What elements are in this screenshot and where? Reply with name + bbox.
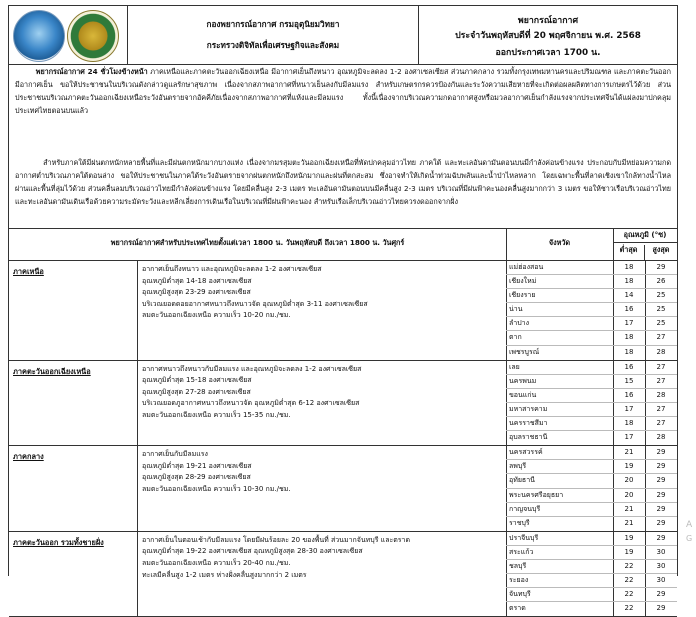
min-temp-cell: 18 [613, 275, 645, 289]
min-column [613, 446, 646, 531]
max-temp-cell: 28 [656, 433, 666, 442]
province-cell: แม่ฮ่องสอน [506, 261, 613, 275]
province-cell: สระแก้ว [506, 546, 613, 560]
province-cell: ลพบุรี [506, 460, 613, 474]
province-cell: เลย [506, 361, 613, 375]
forecast-table [8, 228, 678, 613]
tmd-logo [13, 10, 65, 62]
max-temp-cell: 29 [656, 518, 666, 527]
region-name-text: ภาคกลาง [13, 452, 44, 462]
max-temp-cell: 25 [645, 317, 677, 331]
min-column [613, 532, 646, 617]
max-temp-cell: 29 [645, 474, 677, 488]
min-temp-cell: 22 [613, 574, 645, 588]
table-header-main: พยากรณ์อากาศสำหรับประเทศไทยตั้งแต่เวลา 1800 น. วันพฤหัสบดี ถึงเวลา 1800 น. วันศุกร์ [9, 228, 507, 261]
max-temp-cell: 29 [656, 604, 666, 613]
max-temp-cell: 29 [645, 261, 677, 275]
min-temp-cell: 17 [624, 433, 634, 442]
max-temp-cell: 30 [645, 560, 677, 574]
description-line: อุณหภูมิต่ำสุด 14-18 องศาเซลเซียส [142, 276, 252, 285]
min-temp-cell: 17 [613, 317, 645, 331]
max-temp-cell: 29 [645, 489, 677, 503]
temp-header: อุณหภูมิ (°ซ) [613, 230, 677, 243]
description-line: บริเวณยอดดอยอากาศหนาวถึงหนาวจัด อุณหภูมิต่ำสุด 3-11 องศาเซลเซียส [142, 299, 368, 308]
summary-text-1: ภาคเหนือและภาคตะวันออกเฉียงเหนือ มีอากาศเย็นถึงหนาว อุณหภูมิจะลดลง 1-2 องศาเซลเซียส ส่วนภาคกลาง รวมทั้งกรุงเทพมหานครและปริมณฑล และภาคตะวันออก มีอากาศเย็น ขอให้ประชาชนในบริเวณดังกล่าวดูแลรักษาสุขภาพ เนื่องจากสภาพอากาศที่หนาวเย็นลงกับมีลมแรง สำหรับเกษตรกรควรป้องกันและระวังความเสียหายที่จะเกิดต่อผลผลิตทางการเกษตรไว้ด้วย ส่วนประชาชนบริเวณภาคตะวันออกเฉียงเหนือระวังอันตรายจากอัคคีภัยเนื่องจากสภาพอากาศที่แห้งและมีลมแรง ทั้งนี้เนื่องจากบริเวณความกดอากาศสูงหรือมวลอากาศเย็นกำลังแรงจากประเทศจีนได้แผ่ลงมาปกคลุมประเทศไทยตอนบนแล้ว [15, 67, 671, 115]
summary-text-2: สำหรับภาคใต้มีฝนตกหนักหลายพื้นที่และมีฝนตกหนักมากบางแห่ง เนื่องจากมรสุมตะวันออกเฉียงเหนือที่พัดปกคลุมอ่าวไทย ภาคใต้ และทะเลอันดามันตอนบนมีกำลังค่อนข้างแรง ประกอบกับมีหย่อมความกดอากาศต่ำบริเวณภาคใต้ตอนล่าง ขอให้ประชาชนในภาคใต้ระวังอันตรายจากฝนตกหนักถึงหนักมากและฝนที่ตกสะสม ซึ่งอาจทำให้เกิดน้ำท่วมฉับพลันและน้ำป่าไหลหลาก โดยเฉพาะพื้นที่ลาดเชิงเขาใกล้ทางน้ำไหลผ่านและพื้นที่ลุ่มไว้ด้วย ส่วนคลื่นลมบริเวณอ่าวไทยมีกำลังค่อนข้างแรง โดยมีคลื่นสูง 2-3 เมตร ทะเลอันดามันตอนบนมีคลื่นสูง 2-3 เมตร บริเวณที่มีฝนฟ้าคะนองคลื่นสูงมากกว่า 3 เมตร ขอให้ชาวเรือบริเวณอ่าวไทยและทะเลอันดามันเดินเรือด้วยความระมัดระวังและหลีกเลี่ยงการเดินเรือในบริเวณที่มีฝนฟ้าคะนอง สำหรับเรือเล็กบริเวณอ่าวไทยควรงดออกจากฝั่ง [15, 158, 671, 206]
description-line: อุณหภูมิต่ำสุด 19-21 องศาเซลเซียส [142, 461, 252, 470]
description-line: อุณหภูมิสูงสุด 23-29 องศาเซลเซียส [142, 288, 251, 297]
description-line: อุณหภูมิสูงสุด 28-29 องศาเซลเซียส [142, 473, 251, 482]
region-name-text: ภาคเหนือ [13, 267, 44, 276]
max-temp-cell: 29 [645, 446, 677, 460]
province-column [506, 532, 614, 617]
description-line: ลมตะวันออกเฉียงเหนือ ความเร็ว 10-30 กม./ชม. [142, 485, 291, 494]
min-temp-cell: 14 [613, 289, 645, 303]
max-column [645, 261, 677, 360]
min-column [613, 361, 646, 446]
description-line: อุณหภูมิต่ำสุด 15-18 องศาเซลเซียส [142, 376, 252, 385]
province-cell: ปราจีนบุรี [506, 532, 613, 546]
forecast-summary [8, 62, 678, 229]
min-temp-cell: 21 [624, 518, 634, 527]
province-cell: ระยอง [506, 574, 613, 588]
description-line: อากาศหนาวถึงหนาวกับมีลมแรง และอุณหภูมิจะลดลง 1-2 องศาเซลเซียส [142, 364, 362, 373]
description-line: อุณหภูมิสูงสุด 27-28 องศาเซลเซียส [142, 387, 251, 396]
min-temp-cell: 16 [613, 303, 645, 317]
doc-title: พยากรณ์อากาศ [517, 16, 579, 26]
max-temp-cell: 27 [645, 361, 677, 375]
min-temp-cell: 17 [613, 403, 645, 417]
province-cell: เพชรบูรณ์ [509, 347, 540, 356]
region-description [138, 361, 507, 446]
province-cell: ตราด [509, 604, 526, 613]
min-temp-cell: 15 [613, 375, 645, 389]
province-cell: นครพนม [506, 375, 613, 389]
min-temp-cell: 22 [613, 588, 645, 602]
max-temp-cell: 30 [645, 546, 677, 560]
max-header: สูงสุด [652, 245, 670, 254]
province-cell: จันทบุรี [506, 588, 613, 602]
province-cell: มหาสารคาม [506, 403, 613, 417]
max-temp-cell: 27 [645, 331, 677, 345]
summary-paragraph-1 [15, 65, 671, 117]
province-column [506, 361, 614, 446]
description-line: ทะเลมีคลื่นสูง 1-2 เมตร ห่างฝั่งคลื่นสูงมากกว่า 2 เมตร [142, 570, 307, 579]
description-line: อากาศเย็นในตอนเช้ากับมีลมแรง โดยมีฝนร้อยละ 20 ของพื้นที่ ส่วนมากจันทบุรี และตราด [142, 535, 411, 544]
min-temp-cell: 19 [613, 460, 645, 474]
min-temp-cell: 21 [613, 503, 645, 517]
min-temp-cell: 18 [613, 331, 645, 345]
province-cell: นครราชสีมา [506, 417, 613, 431]
region-name [9, 261, 138, 360]
region-name-text: ภาคตะวันออก รวมทั้งชายฝั่ง [13, 537, 104, 547]
region-name [9, 446, 138, 531]
province-cell: อุทัยธานี [506, 474, 613, 488]
min-temp-cell: 19 [613, 546, 645, 560]
max-temp-cell: 25 [645, 289, 677, 303]
min-header: ต่ำสุด [613, 245, 645, 260]
region-description [138, 532, 507, 617]
region-name [9, 361, 138, 446]
description-line: ลมตะวันออกเฉียงเหนือ ความเร็ว 10-20 กม./ชม. [142, 311, 291, 320]
max-temp-cell: 29 [645, 532, 677, 546]
summary-paragraph-2 [15, 156, 671, 208]
province-column [506, 261, 614, 360]
min-temp-cell: 16 [613, 361, 645, 375]
province-cell: ขอนแก่น [506, 389, 613, 403]
region-description [138, 446, 507, 531]
min-temp-cell: 18 [613, 417, 645, 431]
region-name [9, 532, 138, 617]
region-name-text: ภาคตะวันออกเฉียงเหนือ [13, 366, 91, 376]
province-cell: เชียงใหม่ [506, 275, 613, 289]
max-column [645, 361, 677, 446]
description-line: อุณหภูมิต่ำสุด 19-22 องศาเซลเซียส อุณหภูมิสูงสุด 28-30 องศาเซลเซียส [142, 547, 363, 556]
min-temp-cell: 16 [613, 389, 645, 403]
min-temp-cell: 19 [613, 532, 645, 546]
region-block [9, 532, 677, 617]
max-temp-cell: 28 [645, 389, 677, 403]
max-temp-cell: 28 [656, 347, 666, 356]
summary-lead: พยากรณ์อากาศ 24 ชั่วโมงข้างหน้า [35, 67, 148, 76]
min-temp-cell: 20 [613, 489, 645, 503]
max-temp-cell: 29 [645, 503, 677, 517]
ministry-logo [67, 10, 119, 62]
org-line-1: กองพยากรณ์อากาศ กรมอุตุนิยมวิทยา [206, 19, 340, 29]
province-cell: อุบลราชธานี [509, 433, 548, 442]
max-column [645, 446, 677, 531]
description-line: บริเวณยอดภูอากาศหนาวถึงหนาวจัด อุณหภูมิต่ำสุด 6-12 องศาเซลเซียส [142, 399, 360, 408]
province-cell: ตาก [506, 331, 613, 345]
min-column [613, 261, 646, 360]
document-header [8, 5, 678, 65]
org-block [127, 6, 419, 64]
description-line: อากาศเย็นกับมีลมแรง [142, 450, 208, 459]
description-line: อากาศเย็นถึงหนาว และอุณหภูมิจะลดลง 1-2 องศาเซลเซียส [142, 265, 322, 273]
region-description [138, 261, 507, 360]
min-temp-cell: 20 [613, 474, 645, 488]
province-cell: น่าน [506, 303, 613, 317]
province-cell: พระนครศรีอยุธยา [506, 489, 613, 503]
province-cell: กาญจนบุรี [506, 503, 613, 517]
province-cell: ราชบุรี [509, 518, 530, 527]
doc-date: ประจำวันพฤหัสบดีที่ 20 พฤศจิกายน พ.ศ. 2568 [455, 31, 641, 41]
max-temp-cell: 29 [645, 460, 677, 474]
min-temp-cell: 18 [613, 261, 645, 275]
max-temp-cell: 30 [645, 574, 677, 588]
description-line: ลมตะวันออกเฉียงเหนือ ความเร็ว 15-35 กม./ชม. [142, 411, 291, 420]
region-block [9, 261, 677, 361]
org-line-2: กระทรวงดิจิทัลเพื่อเศรษฐกิจและสังคม [206, 40, 340, 50]
table-header-temperature [613, 228, 677, 261]
province-cell: นครสวรรค์ [506, 446, 613, 460]
min-temp-cell: 21 [613, 446, 645, 460]
min-temp-cell: 18 [624, 347, 634, 356]
province-cell: ชลบุรี [506, 560, 613, 574]
province-cell: ลำปาง [506, 317, 613, 331]
province-column [506, 446, 614, 531]
max-temp-cell: 27 [645, 417, 677, 431]
max-temp-cell: 29 [645, 588, 677, 602]
description-line: ลมตะวันออกเฉียงเหนือ ความเร็ว 20-40 กม./ชม. [142, 559, 291, 568]
max-column [645, 532, 677, 617]
max-temp-cell: 27 [645, 403, 677, 417]
doc-issued: ออกประกาศเวลา 1700 น. [495, 48, 601, 58]
province-cell: เชียงราย [506, 289, 613, 303]
max-temp-cell: 27 [645, 375, 677, 389]
region-block [9, 361, 677, 447]
min-temp-cell: 22 [613, 560, 645, 574]
watermark-text-2: G [686, 534, 693, 543]
table-header-province: จังหวัด [506, 228, 614, 261]
watermark-text: A [686, 520, 693, 530]
max-temp-cell: 25 [645, 303, 677, 317]
max-temp-cell: 26 [645, 275, 677, 289]
min-temp-cell: 22 [624, 604, 634, 613]
region-block [9, 446, 677, 532]
